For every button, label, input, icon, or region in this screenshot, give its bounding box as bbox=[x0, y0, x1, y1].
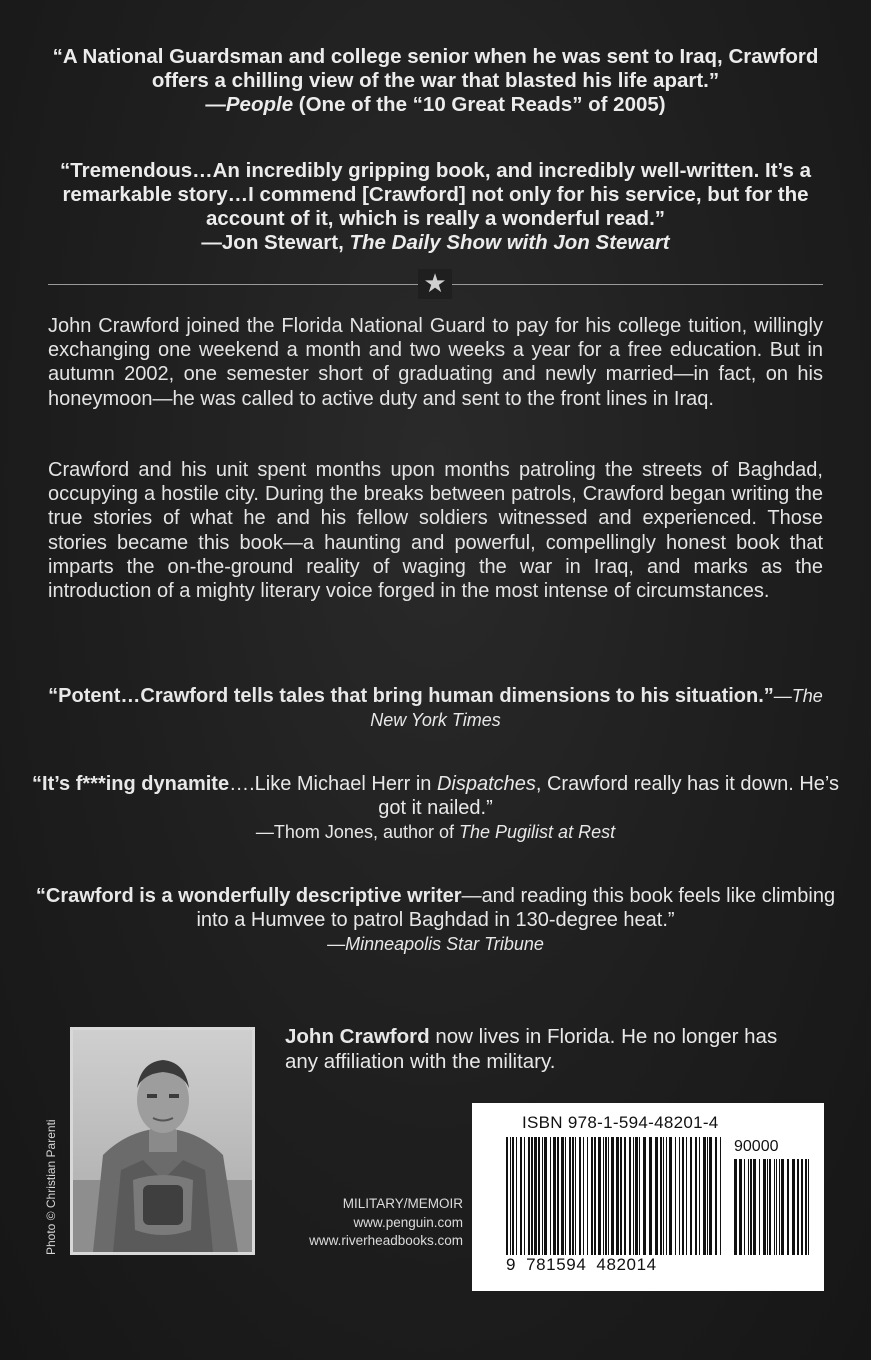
barcode-bar bbox=[690, 1137, 692, 1255]
barcode-bar bbox=[669, 1137, 672, 1255]
barcode-bar bbox=[542, 1137, 543, 1255]
barcode-bar bbox=[633, 1137, 634, 1255]
barcode-bar bbox=[774, 1159, 775, 1255]
barcode-bar bbox=[663, 1137, 664, 1255]
barcode-bar bbox=[808, 1159, 809, 1255]
barcode-bar bbox=[715, 1137, 717, 1255]
barcode-bar bbox=[553, 1137, 556, 1255]
barcode-bar bbox=[629, 1137, 631, 1255]
barcode-bar bbox=[744, 1159, 745, 1255]
barcode-bar bbox=[767, 1159, 768, 1255]
barcode-bar bbox=[579, 1137, 581, 1255]
barcode-bar bbox=[561, 1137, 564, 1255]
blurb-people-quote: “A National Guardsman and college senior when he was sent to Iraq, Crawford offers a chilling view of the war that blasted his life apart.” bbox=[52, 45, 819, 92]
barcode-bar bbox=[709, 1137, 712, 1255]
barcode-bar bbox=[781, 1159, 784, 1255]
barcode-bar bbox=[776, 1159, 777, 1255]
barcode-bar bbox=[792, 1159, 795, 1255]
author-photo bbox=[70, 1027, 255, 1255]
blurb-jon-stewart bbox=[30, 159, 841, 255]
author-bio: John Crawford now lives in Florida. He no longer has any affiliation with the military. bbox=[285, 1025, 778, 1073]
barcode-bar bbox=[591, 1137, 593, 1255]
star-icon: ★ bbox=[418, 269, 452, 299]
nyt-source: The New York Times bbox=[370, 686, 823, 730]
barcode-bar bbox=[748, 1159, 749, 1255]
price-barcode-bars bbox=[734, 1159, 814, 1255]
barcode-bar bbox=[620, 1137, 622, 1255]
quote-thom-jones: “It’s f***ing dynamite….Like Michael Herr in Dispatches, Crawford really has it down. He’s got it nailed.” —Thom Jones, author of The Pugilist at Rest bbox=[30, 772, 841, 844]
barcode-bar bbox=[605, 1137, 607, 1255]
barcode-bar bbox=[598, 1137, 601, 1255]
penguin-website: www.penguin.com bbox=[353, 1214, 463, 1230]
barcode bbox=[472, 1103, 824, 1291]
barcode-bar bbox=[510, 1137, 511, 1255]
barcode-bar bbox=[682, 1137, 684, 1255]
price-code: 90000 bbox=[734, 1138, 779, 1155]
description-paragraph-1: John Crawford joined the Florida National Guard to pay for his college tuition, willingly exchanging one weekend a month and two weeks a year for a free education. But in autumn 2002, one semester short of graduating and newly married—in fact, on his honeymoon—he was called to active duty and sent to the front lines in Iraq. bbox=[48, 315, 823, 410]
quote-star-tribune: “Crawford is a wonderfully descriptive writer—and reading this book feels like climbing into a Humvee to patrol Baghdad in 130-degree heat.” —Minneapolis Star Tribune bbox=[30, 884, 841, 956]
barcode-bar bbox=[801, 1159, 803, 1255]
barcode-bar bbox=[594, 1137, 596, 1255]
barcode-bar bbox=[750, 1159, 752, 1255]
barcode-bar bbox=[616, 1137, 619, 1255]
riverhead-website: www.riverheadbooks.com bbox=[309, 1233, 463, 1248]
barcode-bar bbox=[587, 1137, 588, 1255]
barcode-bar bbox=[608, 1137, 609, 1255]
category-label: MILITARY/MEMOIR bbox=[342, 1196, 463, 1211]
barcode-bar bbox=[569, 1137, 571, 1255]
blurb-stewart-attribution: —Jon Stewart, The Daily Show with Jon Stewart bbox=[201, 231, 670, 254]
barcode-bar bbox=[524, 1137, 525, 1255]
barcode-bar bbox=[512, 1137, 514, 1255]
barcode-bar bbox=[565, 1137, 566, 1255]
barcode-bar bbox=[544, 1137, 547, 1255]
barcode-bar bbox=[779, 1159, 780, 1255]
barcode-bar bbox=[739, 1159, 742, 1255]
isbn-label: ISBN 978-1-594-48201-4 bbox=[522, 1113, 719, 1132]
people-source: People bbox=[225, 93, 294, 116]
barcode-bar bbox=[763, 1159, 766, 1255]
barcode-bar bbox=[769, 1159, 771, 1255]
author-name: John Crawford bbox=[285, 1025, 430, 1048]
blurb-people-attribution: —People (One of the “10 Great Reads” of 2005) bbox=[205, 93, 666, 116]
barcode-bar bbox=[787, 1159, 789, 1255]
barcode-bar bbox=[703, 1137, 706, 1255]
barcode-bar bbox=[679, 1137, 680, 1255]
barcode-bar bbox=[675, 1137, 676, 1255]
photo-credit: Photo © Christian Parenti bbox=[44, 1119, 58, 1255]
barcode-bar bbox=[805, 1159, 807, 1255]
barcode-bar bbox=[506, 1137, 508, 1255]
barcode-bar bbox=[720, 1137, 721, 1255]
barcode-bar bbox=[611, 1137, 614, 1255]
blurb-stewart-quote: “Tremendous…An incredibly gripping book, and incredibly well-written. It’s a remarkable story…I commend [Crawford] not only for his service, but for the account of it, which is really a wonderful read.” bbox=[59, 159, 811, 230]
barcode-bars bbox=[506, 1137, 726, 1255]
barcode-bar bbox=[695, 1137, 697, 1255]
barcode-bar bbox=[557, 1137, 559, 1255]
barcode-bar bbox=[575, 1137, 576, 1255]
quote-nyt: “Potent…Crawford tells tales that bring human dimensions to his situation.”—The New York Times bbox=[48, 685, 823, 730]
barcode-bar bbox=[538, 1137, 540, 1255]
barcode-bar bbox=[699, 1137, 700, 1255]
barcode-bar bbox=[583, 1137, 584, 1255]
barcode-bar bbox=[643, 1137, 646, 1255]
barcode-bar bbox=[734, 1159, 737, 1255]
barcode-bar bbox=[624, 1137, 626, 1255]
barcode-bar bbox=[635, 1137, 638, 1255]
barcode-bar bbox=[686, 1137, 687, 1255]
barcode-bar bbox=[531, 1137, 533, 1255]
barcode-bar bbox=[797, 1159, 799, 1255]
barcode-bar bbox=[520, 1137, 522, 1255]
description-paragraph-2: Crawford and his unit spent months upon months patroling the streets of Baghdad, occupying a hostile city. During the breaks between patrols, Crawford began writing the true stories of what he and his fellow soldiers witnessed and experienced. Those stories became this book—a haunting and powerful, compellingly honest book that imparts the on-the-ground reality of waging the war in Iraq, and marks as the introduction of a mighty literary voice forged in the most intense of circumstances. bbox=[48, 459, 823, 603]
barcode-bar bbox=[550, 1137, 551, 1255]
publisher-info bbox=[265, 1195, 463, 1251]
barcode-bar bbox=[528, 1137, 530, 1255]
barcode-bar bbox=[572, 1137, 574, 1255]
barcode-bar bbox=[707, 1137, 708, 1255]
barcode-bar bbox=[660, 1137, 662, 1255]
barcode-bar bbox=[603, 1137, 604, 1255]
star-tribune-attribution: —Minneapolis Star Tribune bbox=[327, 934, 544, 954]
barcode-bar bbox=[655, 1137, 658, 1255]
thom-jones-attribution: —Thom Jones, author of The Pugilist at Rest bbox=[255, 822, 616, 842]
barcode-digits: 9 781594 482014 bbox=[506, 1255, 657, 1274]
barcode-bar bbox=[759, 1159, 760, 1255]
barcode-bar bbox=[516, 1137, 517, 1255]
barcode-bar bbox=[639, 1137, 640, 1255]
blurb-people bbox=[30, 45, 841, 117]
barcode-bar bbox=[649, 1137, 652, 1255]
barcode-bar bbox=[753, 1159, 756, 1255]
barcode-bar bbox=[534, 1137, 537, 1255]
barcode-bar bbox=[666, 1137, 667, 1255]
